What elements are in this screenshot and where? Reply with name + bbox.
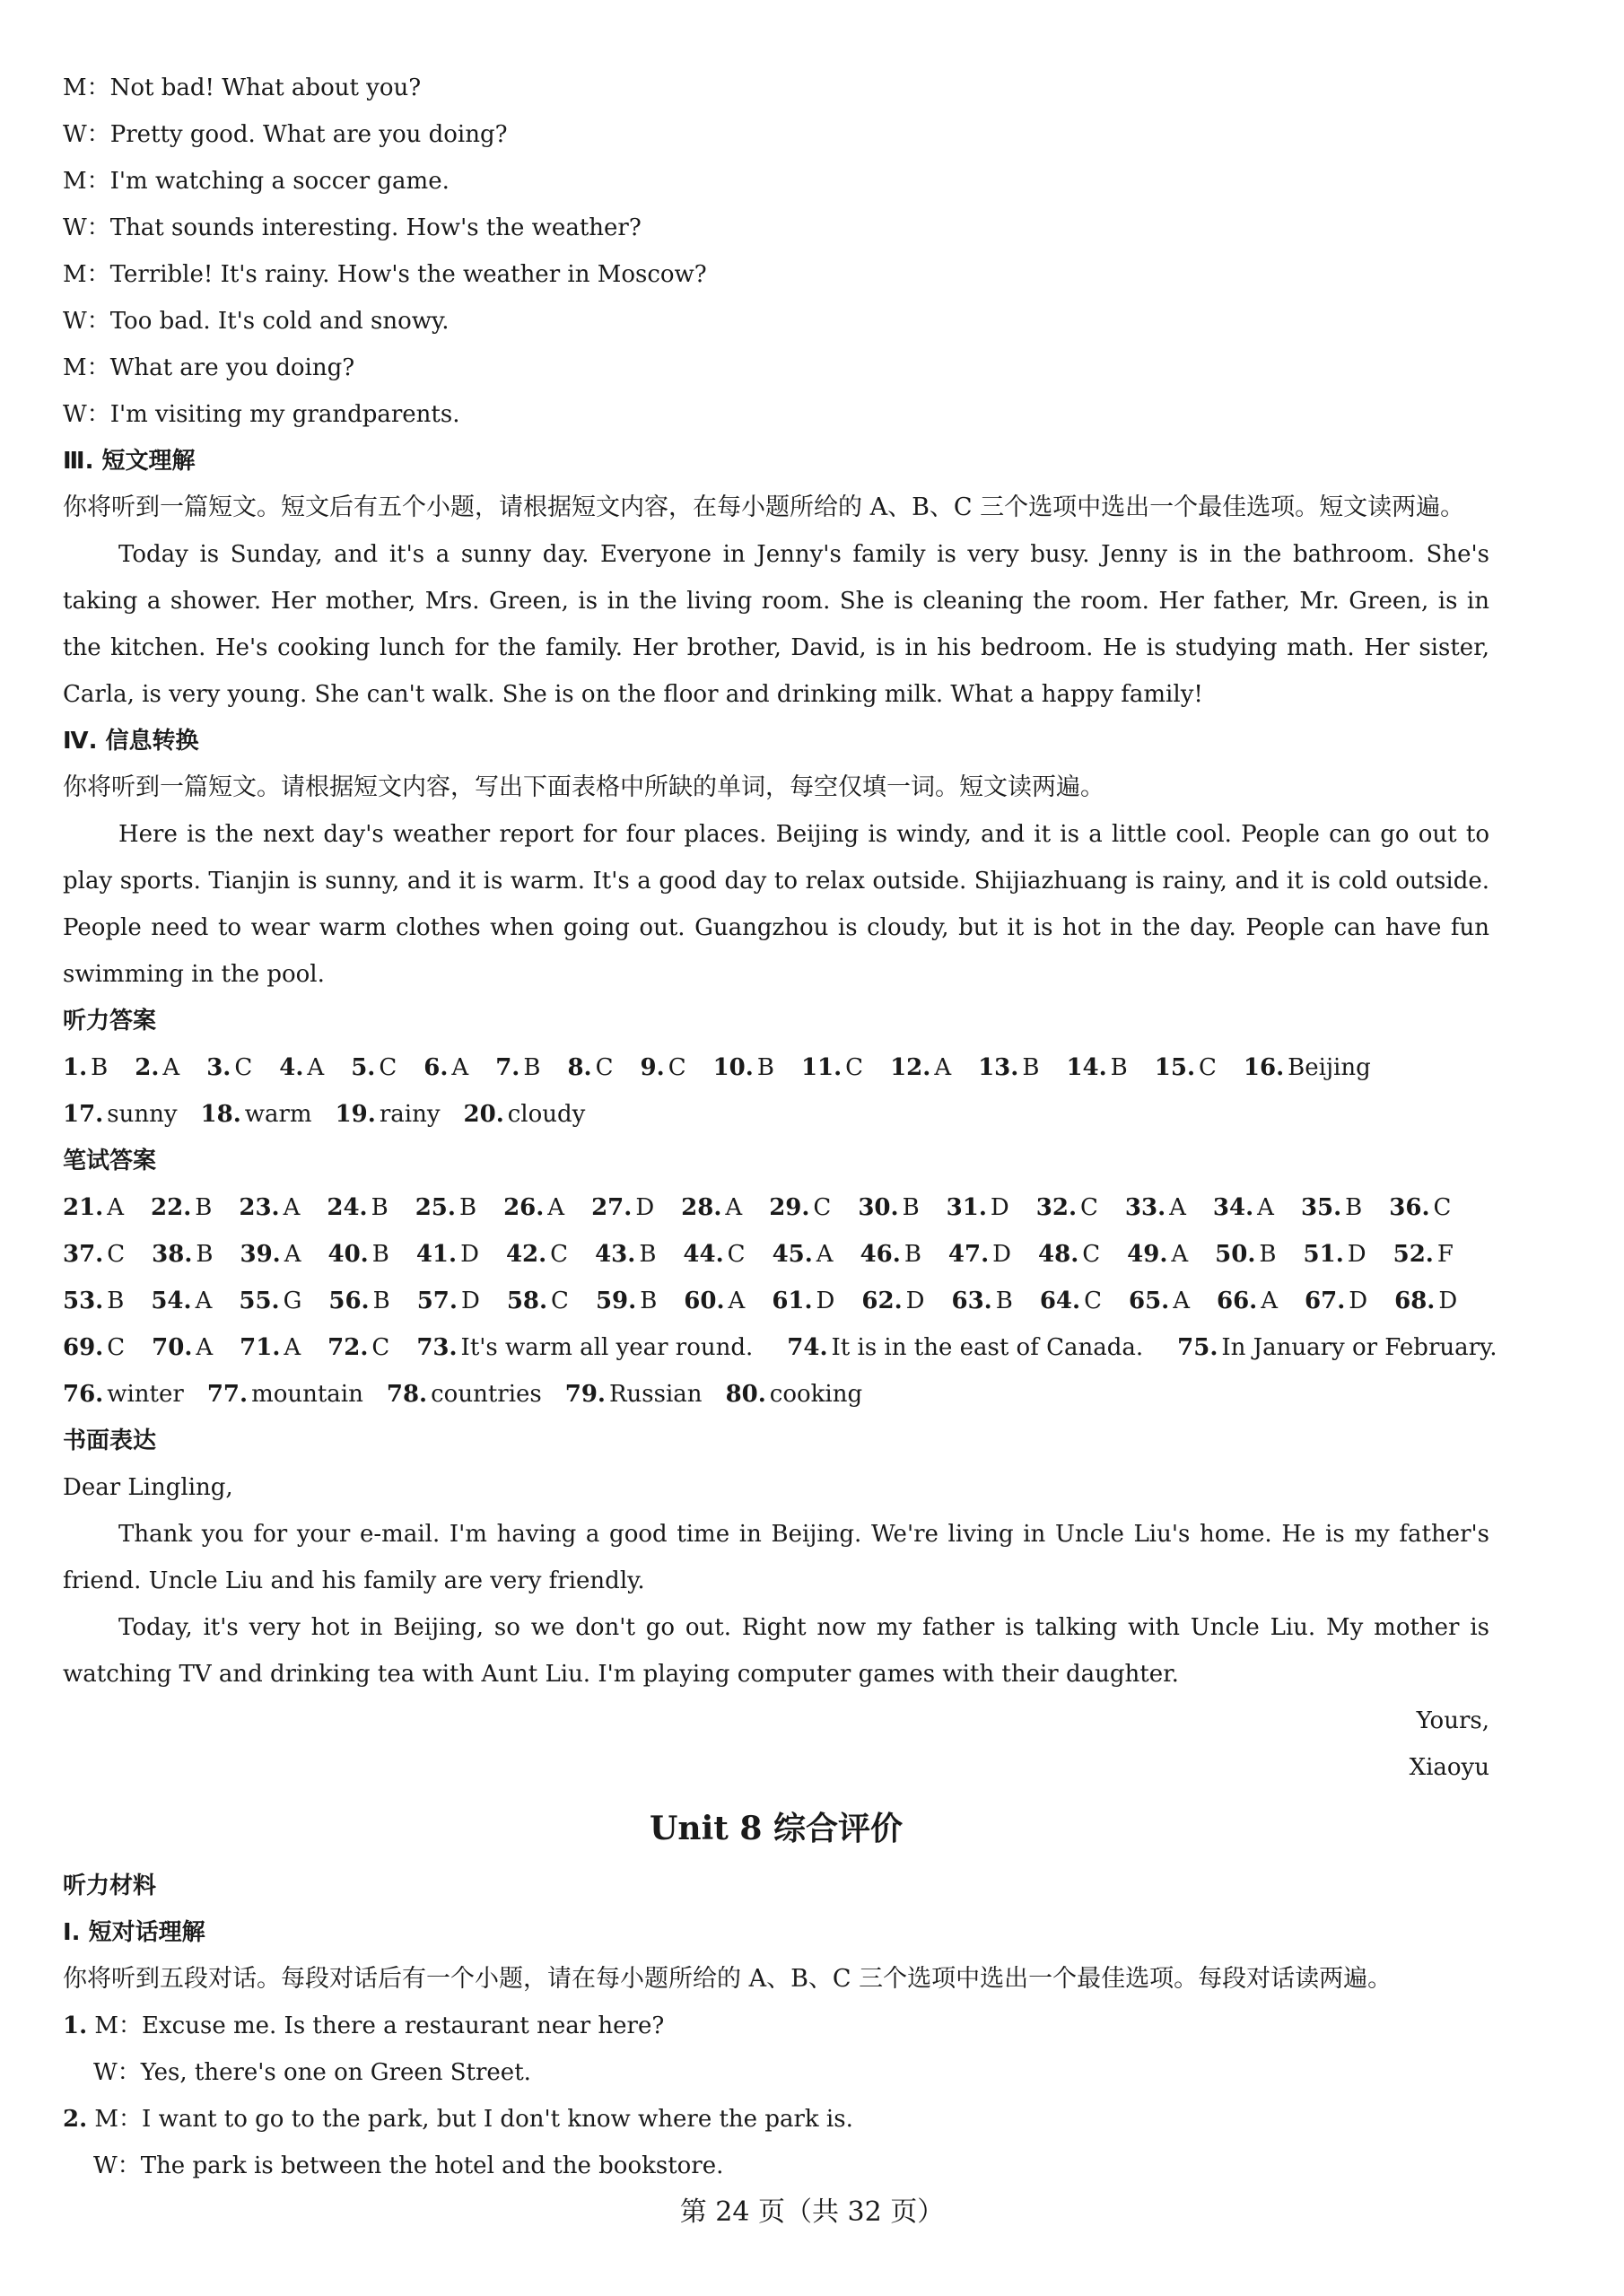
answer-value: In January or February. (1221, 1334, 1497, 1361)
answer-number: 17. (63, 1101, 104, 1128)
answer-item (328, 1231, 389, 1278)
answer-item (1066, 1044, 1127, 1091)
unit8-q1-number: 1. (63, 2012, 88, 2039)
section3-instruction: 你将听到一篇短文。短文后有五个小题，请根据短文内容，在每小题所给的 A、B、C 三个选项中选出一个最佳选项。短文读两遍。 (63, 493, 1465, 521)
answer-item (1038, 1231, 1100, 1278)
answer-item (1304, 1231, 1366, 1278)
answer-value: C (107, 1334, 126, 1361)
answer-value: A (283, 1194, 301, 1221)
unit8-title: Unit 8 综合评价 (650, 1810, 903, 1847)
answer-number: 78. (386, 1381, 428, 1408)
answer-item (423, 1044, 468, 1091)
answer-value: A (1257, 1194, 1274, 1221)
letter-paragraph-1: Thank you for your e-mail. I'm having a good time in Beijing. We're living in Uncle Liu's home. He is my father's friend. Uncle Liu and his family are very friendly. (63, 1521, 1489, 1594)
answer-number: 80. (725, 1381, 766, 1408)
answer-item (860, 1231, 921, 1278)
answer-number: 24. (327, 1194, 368, 1221)
answer-value: C (845, 1054, 864, 1081)
answer-item (240, 1324, 301, 1371)
answer-item (151, 1184, 212, 1231)
answer-value: C (1082, 1241, 1101, 1268)
section4-heading: Ⅳ. 信息转换 (63, 728, 199, 755)
answer-number: 44. (683, 1241, 724, 1268)
answer-value: C (379, 1054, 397, 1081)
answer-item (417, 1278, 480, 1324)
answer-row (63, 1091, 1489, 1138)
answer-value: mountain (251, 1381, 363, 1408)
section3-passage: Today is Sunday, and it's a sunny day. Everyone in Jenny's family is very busy. Jenny is in the bathroom. She's taking a shower. Her mother, Mrs. Green, is in the living room. She is cleaning the room. Her father, Mr. Green, is in the kitchen. He's cooking lunch for the family. Her brother, David, is in his bedroom. He is studying math. Her sister, Carla, is very young. She can't walk. She is on the floor and drinking milk. What a happy family! (63, 541, 1489, 708)
answer-value: It's warm all year round. (460, 1334, 754, 1361)
answer-value: B (902, 1194, 920, 1221)
answer-item (565, 1371, 703, 1418)
unit8-q1-w: W：Yes, there's one on Green Street. (93, 2059, 531, 2086)
answer-number: 20. (463, 1101, 504, 1128)
answer-row (63, 1184, 1489, 1231)
answer-value: A (1173, 1288, 1190, 1314)
page-content (63, 65, 1497, 2189)
answer-number: 54. (151, 1288, 192, 1314)
section4-passage: Here is the next day's weather report for four places. Beijing is windy, and it is a little cool. People can go out to play sports. Tianjin is sunny, and it is warm. It's a good day to relax outside. Shijiazhuang is rainy, and it is cold outside. People need to wear warm clothes when going out. Guangzhou is cloudy, but it is hot in the day. People can have fun swimming in the pool. (63, 821, 1489, 988)
answer-value: C (1199, 1054, 1217, 1081)
answer-item (1129, 1278, 1190, 1324)
answer-value: B (904, 1241, 921, 1268)
answer-item (1127, 1231, 1188, 1278)
answer-item (595, 1231, 656, 1278)
answer-item (387, 1371, 542, 1418)
answer-item (801, 1044, 863, 1091)
answer-item (1305, 1278, 1367, 1324)
answer-value: C (1080, 1194, 1098, 1221)
dialog-line: M：Not bad! What about you? (63, 74, 422, 101)
answer-number: 65. (1128, 1288, 1170, 1314)
answer-value: C (595, 1054, 614, 1081)
answer-item (327, 1324, 389, 1371)
answer-item (861, 1278, 924, 1324)
answer-value: A (162, 1054, 180, 1081)
answer-value: A (728, 1288, 746, 1314)
page-footer: 第 24 页（共 32 页） (679, 2196, 945, 2228)
answer-value: A (1169, 1194, 1186, 1221)
answer-item (351, 1044, 397, 1091)
unit8-q2-m (63, 2096, 1489, 2143)
written-answers-heading: 笔试答案 (63, 1148, 157, 1174)
unit8-q1-m (63, 2003, 1489, 2049)
answer-value: A (196, 1334, 214, 1361)
letter-signature: Xiaoyu (1409, 1754, 1489, 1781)
answer-value: D (635, 1194, 655, 1221)
answer-number: 35. (1300, 1194, 1342, 1221)
answer-value: D (1349, 1288, 1368, 1314)
dialog-line: W：Pretty good. What are you doing? (63, 121, 508, 148)
answer-item (63, 1044, 108, 1091)
answer-number: 12. (890, 1054, 931, 1081)
answer-value: D (992, 1241, 1012, 1268)
answer-number: 2. (135, 1054, 160, 1081)
unit8-q2-m-text: M：I want to go to the park, but I don't know where the park is. (94, 2106, 853, 2133)
answer-item (567, 1044, 613, 1091)
dialog-top (63, 65, 1489, 438)
answer-item (1155, 1044, 1217, 1091)
answer-number: 10. (712, 1054, 754, 1081)
answer-value: Beijing (1288, 1054, 1371, 1081)
answer-number: 53. (63, 1288, 104, 1314)
answer-value: D (816, 1288, 835, 1314)
listening-answers-heading: 听力答案 (63, 1008, 157, 1035)
answer-number: 5. (351, 1054, 376, 1081)
answer-value: warm (244, 1101, 312, 1128)
answer-number: 41. (415, 1241, 458, 1268)
answer-item (201, 1091, 312, 1138)
answer-number: 3. (206, 1054, 231, 1081)
answer-value: rainy (379, 1101, 441, 1128)
dialog-line: M：I'm watching a soccer game. (63, 168, 450, 195)
answer-number: 39. (240, 1241, 281, 1268)
writing-heading: 书面表达 (63, 1427, 157, 1454)
answer-value: G (283, 1288, 302, 1314)
answer-number: 47. (947, 1241, 990, 1268)
answer-item (63, 1091, 178, 1138)
answer-value: A (307, 1054, 325, 1081)
answer-number: 63. (951, 1288, 992, 1314)
answer-item (681, 1184, 742, 1231)
answer-item (416, 1324, 753, 1371)
answer-value: cloudy (507, 1101, 586, 1128)
answer-value: A (1261, 1288, 1279, 1314)
answer-number: 74. (787, 1334, 828, 1361)
answer-number: 42. (505, 1241, 547, 1268)
answer-item (495, 1044, 540, 1091)
answer-item (947, 1184, 1009, 1231)
answer-item (952, 1278, 1013, 1324)
answer-number: 6. (423, 1054, 449, 1081)
answer-item (1393, 1231, 1454, 1278)
answer-number: 56. (328, 1288, 370, 1314)
answer-value: A (547, 1194, 565, 1221)
answer-item (63, 1371, 184, 1418)
answer-value: A (816, 1241, 834, 1268)
answer-item (239, 1184, 300, 1231)
answer-item (415, 1184, 476, 1231)
answer-number: 28. (681, 1194, 722, 1221)
answer-value: B (1345, 1194, 1363, 1221)
answer-number: 32. (1035, 1194, 1077, 1221)
answer-value: C (813, 1194, 832, 1221)
answer-value: C (1084, 1288, 1102, 1314)
answer-value: C (371, 1334, 390, 1361)
answer-value: A (284, 1241, 301, 1268)
answer-item (1244, 1044, 1371, 1091)
answer-number: 7. (495, 1054, 520, 1081)
answer-value: B (371, 1194, 389, 1221)
unit8-instruction: 你将听到五段对话。每段对话后有一个小题，请在每小题所给的 A、B、C 三个选项中选出一个最佳选项。每段对话读两遍。 (63, 1965, 1393, 1993)
answer-number: 11. (800, 1054, 843, 1081)
answer-item (1213, 1184, 1274, 1231)
answer-value: A (195, 1288, 213, 1314)
answer-number: 30. (858, 1194, 899, 1221)
answer-item (858, 1184, 919, 1231)
answer-number: 13. (978, 1054, 1019, 1081)
answer-number: 14. (1066, 1054, 1107, 1081)
answer-value: D (1347, 1241, 1366, 1268)
answer-item (240, 1231, 301, 1278)
answer-number: 15. (1154, 1054, 1196, 1081)
answer-item (978, 1044, 1039, 1091)
answer-item (63, 1184, 124, 1231)
answer-value: winter (107, 1381, 184, 1408)
answer-number: 22. (151, 1194, 192, 1221)
answer-item (890, 1044, 951, 1091)
unit8-label: 听力材料 (63, 1873, 157, 1899)
answer-item (151, 1278, 212, 1324)
answer-value: A (451, 1054, 469, 1081)
answer-number: 75. (1177, 1334, 1218, 1361)
answer-item (63, 1231, 125, 1278)
answer-value: sunny (107, 1101, 178, 1128)
answer-value: C (550, 1241, 569, 1268)
answer-item (1394, 1278, 1457, 1324)
answer-number: 71. (240, 1334, 281, 1361)
answer-item (684, 1278, 745, 1324)
answer-item (503, 1184, 564, 1231)
answer-value: B (195, 1194, 213, 1221)
answer-item (327, 1184, 388, 1231)
answer-number: 48. (1038, 1241, 1079, 1268)
answer-number: 9. (640, 1054, 665, 1081)
dialog-line: M：Terrible! It's rainy. How's the weather in Moscow? (63, 261, 707, 288)
dialog-line: M：What are you doing? (63, 354, 355, 381)
answer-item (152, 1231, 213, 1278)
answer-number: 8. (567, 1054, 592, 1081)
answer-item (279, 1044, 324, 1091)
answer-value: B (196, 1241, 214, 1268)
letter-closing: Yours, (1416, 1707, 1489, 1734)
answer-number: 72. (327, 1334, 369, 1361)
answer-number: 45. (772, 1241, 813, 1268)
section4-instruction: 你将听到一篇短文。请根据短文内容，写出下面表格中所缺的单词，每空仅填一词。短文读两遍。 (63, 773, 1104, 801)
answer-value: countries (431, 1381, 542, 1408)
answer-number: 70. (152, 1334, 193, 1361)
answer-value: D (460, 1288, 480, 1314)
answer-item (769, 1184, 831, 1231)
answer-number: 29. (769, 1194, 810, 1221)
answer-number: 68. (1394, 1288, 1436, 1314)
answer-row (63, 1324, 1497, 1371)
answer-value: A (284, 1334, 301, 1361)
answer-value: C (107, 1241, 126, 1268)
answer-item (1217, 1278, 1278, 1324)
answer-value: A (1171, 1241, 1189, 1268)
answer-value: cooking (769, 1381, 863, 1408)
answer-value: D (460, 1241, 479, 1268)
answer-row (63, 1278, 1489, 1324)
answer-item (416, 1231, 479, 1278)
answer-number: 79. (564, 1381, 606, 1408)
answer-number: 46. (860, 1241, 901, 1268)
answer-number: 37. (63, 1241, 104, 1268)
answer-number: 34. (1212, 1194, 1254, 1221)
answer-item (787, 1324, 1143, 1371)
answer-item (506, 1231, 568, 1278)
answer-value: B (639, 1241, 657, 1268)
answer-number: 50. (1215, 1241, 1256, 1268)
answer-number: 23. (239, 1194, 280, 1221)
answer-number: 73. (416, 1334, 458, 1361)
unit8-q2-number: 2. (63, 2106, 88, 2133)
listening-answers (63, 1044, 1489, 1138)
answer-value: B (372, 1288, 390, 1314)
answer-value: D (990, 1194, 1009, 1221)
answer-number: 58. (506, 1288, 548, 1314)
answer-value: A (725, 1194, 743, 1221)
answer-number: 57. (416, 1288, 458, 1314)
answer-item (772, 1278, 834, 1324)
answer-number: 55. (239, 1288, 280, 1314)
answer-item (239, 1278, 301, 1324)
answer-item (948, 1231, 1011, 1278)
dialog-line: W：That sounds interesting. How's the weather? (63, 214, 642, 241)
answer-item (1215, 1231, 1276, 1278)
answer-item (1389, 1184, 1451, 1231)
answer-number: 43. (595, 1241, 636, 1268)
dialog-line: W：I'm visiting my grandparents. (63, 401, 460, 428)
answer-value: B (756, 1054, 774, 1081)
answer-row (63, 1371, 1489, 1418)
answer-item (1036, 1184, 1098, 1231)
section3-heading: Ⅲ. 短文理解 (63, 448, 196, 475)
answer-value: B (995, 1288, 1013, 1314)
answer-number: 38. (152, 1241, 193, 1268)
answer-number: 59. (595, 1288, 637, 1314)
answer-value: B (1259, 1241, 1277, 1268)
answer-value: B (640, 1288, 658, 1314)
answer-item (713, 1044, 774, 1091)
answer-number: 33. (1124, 1194, 1166, 1221)
answer-item (596, 1278, 657, 1324)
answer-number: 25. (415, 1194, 456, 1221)
answer-item (507, 1278, 569, 1324)
answer-value: Russian (608, 1381, 703, 1408)
answer-number: 62. (861, 1288, 903, 1314)
unit8-q2-w: W：The park is between the hotel and the bookstore. (93, 2152, 724, 2179)
answer-item (1125, 1184, 1186, 1231)
answer-value: B (1110, 1054, 1128, 1081)
answer-number: 16. (1243, 1054, 1285, 1081)
answer-item (63, 1278, 124, 1324)
answer-item (152, 1324, 213, 1371)
answer-row (63, 1044, 1489, 1091)
answer-number: 64. (1039, 1288, 1081, 1314)
answer-value: B (91, 1054, 109, 1081)
answer-value: F (1436, 1241, 1454, 1268)
answer-item (1301, 1184, 1362, 1231)
answer-item (773, 1231, 834, 1278)
answer-value: C (727, 1241, 746, 1268)
answer-item (63, 1324, 125, 1371)
answer-value: D (905, 1288, 925, 1314)
answer-value: C (551, 1288, 569, 1314)
written-answers (63, 1184, 1497, 1418)
answer-value: C (668, 1054, 686, 1081)
answer-number: 4. (279, 1054, 304, 1081)
answer-number: 27. (591, 1194, 633, 1221)
answer-value: B (523, 1054, 541, 1081)
answer-item (206, 1044, 252, 1091)
answer-number: 67. (1305, 1288, 1346, 1314)
answer-number: 51. (1303, 1241, 1344, 1268)
answer-number: 76. (63, 1381, 104, 1408)
unit8-section1-heading: Ⅰ. 短对话理解 (63, 1919, 205, 1946)
answer-item (726, 1371, 863, 1418)
answer-value: D (1438, 1288, 1458, 1314)
answer-item (591, 1184, 654, 1231)
answer-row (63, 1231, 1489, 1278)
answer-item (464, 1091, 586, 1138)
answer-item (328, 1278, 389, 1324)
answer-value: A (107, 1194, 125, 1221)
answer-item (683, 1231, 745, 1278)
unit8-q1-m-text: M：Excuse me. Is there a restaurant near here? (94, 2012, 665, 2039)
answer-value: B (371, 1241, 389, 1268)
answer-number: 19. (335, 1101, 376, 1128)
answer-item (1040, 1278, 1102, 1324)
answer-value: B (458, 1194, 477, 1221)
answer-number: 77. (206, 1381, 249, 1408)
answer-number: 26. (503, 1194, 545, 1221)
answer-item (207, 1371, 363, 1418)
answer-value: B (107, 1288, 125, 1314)
answer-item (641, 1044, 686, 1091)
dialog-line: W：Too bad. It's cold and snowy. (63, 308, 450, 335)
answer-number: 18. (200, 1101, 241, 1128)
letter-greeting: Dear Lingling, (63, 1474, 233, 1501)
answer-item (336, 1091, 441, 1138)
answer-value: It is in the east of Canada. (831, 1334, 1144, 1361)
letter-paragraph-2: Today, it's very hot in Beijing, so we don't go out. Right now my father is talking with Uncle Liu. My mother is watching TV and drinking tea with Aunt Liu. I'm playing computer games with their daughter. (63, 1614, 1489, 1688)
answer-number: 60. (684, 1288, 725, 1314)
answer-value: B (1022, 1054, 1040, 1081)
answer-number: 69. (63, 1334, 104, 1361)
answer-number: 31. (946, 1194, 987, 1221)
answer-number: 40. (327, 1241, 369, 1268)
answer-value: A (934, 1054, 952, 1081)
answer-number: 66. (1217, 1288, 1258, 1314)
answer-number: 52. (1393, 1241, 1434, 1268)
answer-item (1177, 1324, 1497, 1371)
answer-number: 1. (63, 1054, 88, 1081)
answer-number: 49. (1127, 1241, 1168, 1268)
answer-number: 61. (772, 1288, 813, 1314)
answer-value: C (1433, 1194, 1452, 1221)
answer-number: 21. (63, 1194, 104, 1221)
answer-value: C (234, 1054, 253, 1081)
answer-item (135, 1044, 179, 1091)
answer-number: 36. (1389, 1194, 1430, 1221)
